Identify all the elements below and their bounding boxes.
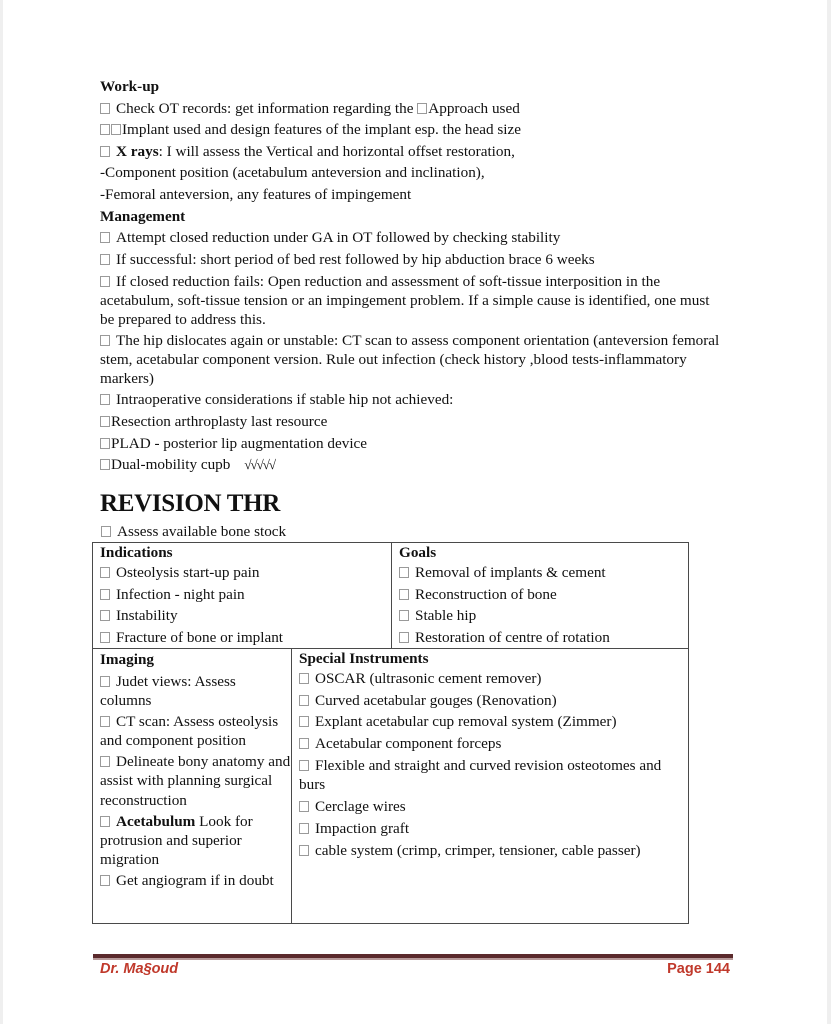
checkbox-icon <box>100 567 110 578</box>
checkbox-icon <box>100 610 110 621</box>
instrument-item: Acetabular component forceps <box>299 733 688 755</box>
checkbox-icon <box>100 254 110 265</box>
management-subitem: Dual-mobility cupb √√√√√ <box>100 454 725 476</box>
management-subitem: PLAD - posterior lip augmentation device <box>100 433 725 455</box>
table-row <box>93 543 688 649</box>
workup-line-5: -Femoral anteversion, any features of impingement <box>100 185 412 203</box>
page-edge-left <box>0 0 3 1024</box>
workup-heading: Work-up <box>100 78 160 95</box>
checkbox-icon <box>100 146 110 157</box>
checkbox-icon <box>299 695 309 706</box>
management-item: Intraoperative considerations if stable hip not achieved: <box>100 389 725 411</box>
goal-item: Reconstruction of bone <box>399 584 688 606</box>
indications-cell <box>93 543 392 648</box>
imaging-item: CT scan: Assess osteolysis and component position <box>100 713 279 750</box>
checkbox-icon <box>100 676 110 687</box>
footer-author: Dr. Ma§oud <box>100 961 179 977</box>
indication-item: Fracture of bone or implant <box>100 627 391 649</box>
workup-line-4: -Component position (acetabulum anteversion and inclination), <box>100 164 485 182</box>
checkbox-icon <box>100 716 110 727</box>
checkbox-icon <box>101 526 111 537</box>
indication-item: Infection - night pain <box>100 584 391 606</box>
instrument-item: cable system (crimp, crimper, tensioner, cable passer) <box>299 840 688 862</box>
workup-line-2: Implant used and design features of the implant esp. the head size <box>100 119 725 141</box>
goals-heading: Goals <box>399 544 437 561</box>
goal-item: Restoration of centre of rotation <box>399 627 688 649</box>
checkbox-icon <box>399 632 409 643</box>
checkbox-icon <box>100 459 110 470</box>
checkbox-icon <box>100 335 110 346</box>
instrument-item: Curved acetabular gouges (Renovation) <box>299 690 688 712</box>
imaging-item: Acetabulum Look for protrusion and superior migration <box>100 812 253 868</box>
instruments-cell <box>292 649 688 923</box>
checkbox-icon <box>399 589 409 600</box>
checkbox-icon <box>299 716 309 727</box>
checkbox-icon <box>299 801 309 812</box>
revision-pre-item: Assess available bone stock <box>101 522 286 542</box>
indications-heading: Indications <box>100 544 173 561</box>
goals-cell <box>392 543 688 648</box>
instrument-item: OSCAR (ultrasonic cement remover) <box>299 668 688 690</box>
checkbox-icon <box>299 738 309 749</box>
instrument-item: Explant acetabular cup removal system (Zimmer) <box>299 711 688 733</box>
table-row <box>93 649 688 923</box>
page-edge-right <box>827 0 831 1024</box>
footer-rule-thin <box>93 958 733 960</box>
imaging-item: Get angiogram if in doubt <box>100 871 291 890</box>
imaging-item: Judet views: Assess columns <box>100 673 236 710</box>
checkbox-icon <box>100 438 110 449</box>
workup-line-1: Check OT records: get information regarding the Approach used <box>100 98 725 120</box>
checkmarks: √√√√√ <box>244 457 276 473</box>
checkbox-icon <box>100 416 110 427</box>
checkbox-icon <box>299 673 309 684</box>
checkbox-icon <box>299 823 309 834</box>
revision-table <box>92 542 689 924</box>
checkbox-icon <box>100 632 110 643</box>
checkbox-icon <box>100 394 110 405</box>
instrument-item: Flexible and straight and curved revision osteotomes and burs <box>299 757 662 794</box>
management-item: The hip dislocates again or unstable: CT scan to assess component orientation (anteversion femoral stem, acetabular component version. Rule out infection (check history ,blood tests-inflammatory markers) <box>100 332 720 388</box>
imaging-cell <box>93 649 292 923</box>
section-title: REVISION THR <box>100 490 281 517</box>
checkbox-icon <box>100 103 110 114</box>
checkbox-icon <box>100 589 110 600</box>
management-subitem: Resection arthroplasty last resource <box>100 411 725 433</box>
checkbox-icon <box>100 875 110 886</box>
checkbox-icon <box>299 845 309 856</box>
checkbox-icon <box>399 567 409 578</box>
management-item: If successful: short period of bed rest followed by hip abduction brace 6 weeks <box>100 249 725 271</box>
checkbox-icon <box>100 232 110 243</box>
goal-item: Stable hip <box>399 605 688 627</box>
footer-page-number: Page 144 <box>667 961 730 977</box>
management-heading: Management <box>100 207 186 225</box>
checkbox-icon <box>100 816 110 827</box>
checkbox-icon <box>111 124 121 135</box>
checkbox-icon <box>100 276 110 287</box>
imaging-heading: Imaging <box>100 651 155 668</box>
checkbox-icon <box>417 103 427 114</box>
checkbox-icon <box>399 610 409 621</box>
indication-item: Osteolysis start-up pain <box>100 562 391 584</box>
instrument-item: Impaction graft <box>299 818 688 840</box>
document-body <box>100 76 725 476</box>
management-item: Attempt closed reduction under GA in OT followed by checking stability <box>100 227 725 249</box>
instruments-heading: Special Instruments <box>299 650 429 667</box>
checkbox-icon <box>100 756 110 767</box>
management-item: If closed reduction fails: Open reduction and assessment of soft-tissue interposition in the acetabulum, soft-tissue tension or an impingement problem. If a simple cause is identified, one must be prepared to address this. <box>100 273 710 329</box>
checkbox-icon <box>299 760 309 771</box>
imaging-item: Delineate bony anatomy and assist with planning surgical reconstruction <box>100 753 291 809</box>
checkbox-icon <box>100 124 110 135</box>
goal-item: Removal of implants & cement <box>399 562 688 584</box>
workup-line-3: X rays: I will assess the Vertical and horizontal offset restoration, <box>100 141 725 163</box>
indication-item: Instability <box>100 605 391 627</box>
instrument-item: Cerclage wires <box>299 796 688 818</box>
